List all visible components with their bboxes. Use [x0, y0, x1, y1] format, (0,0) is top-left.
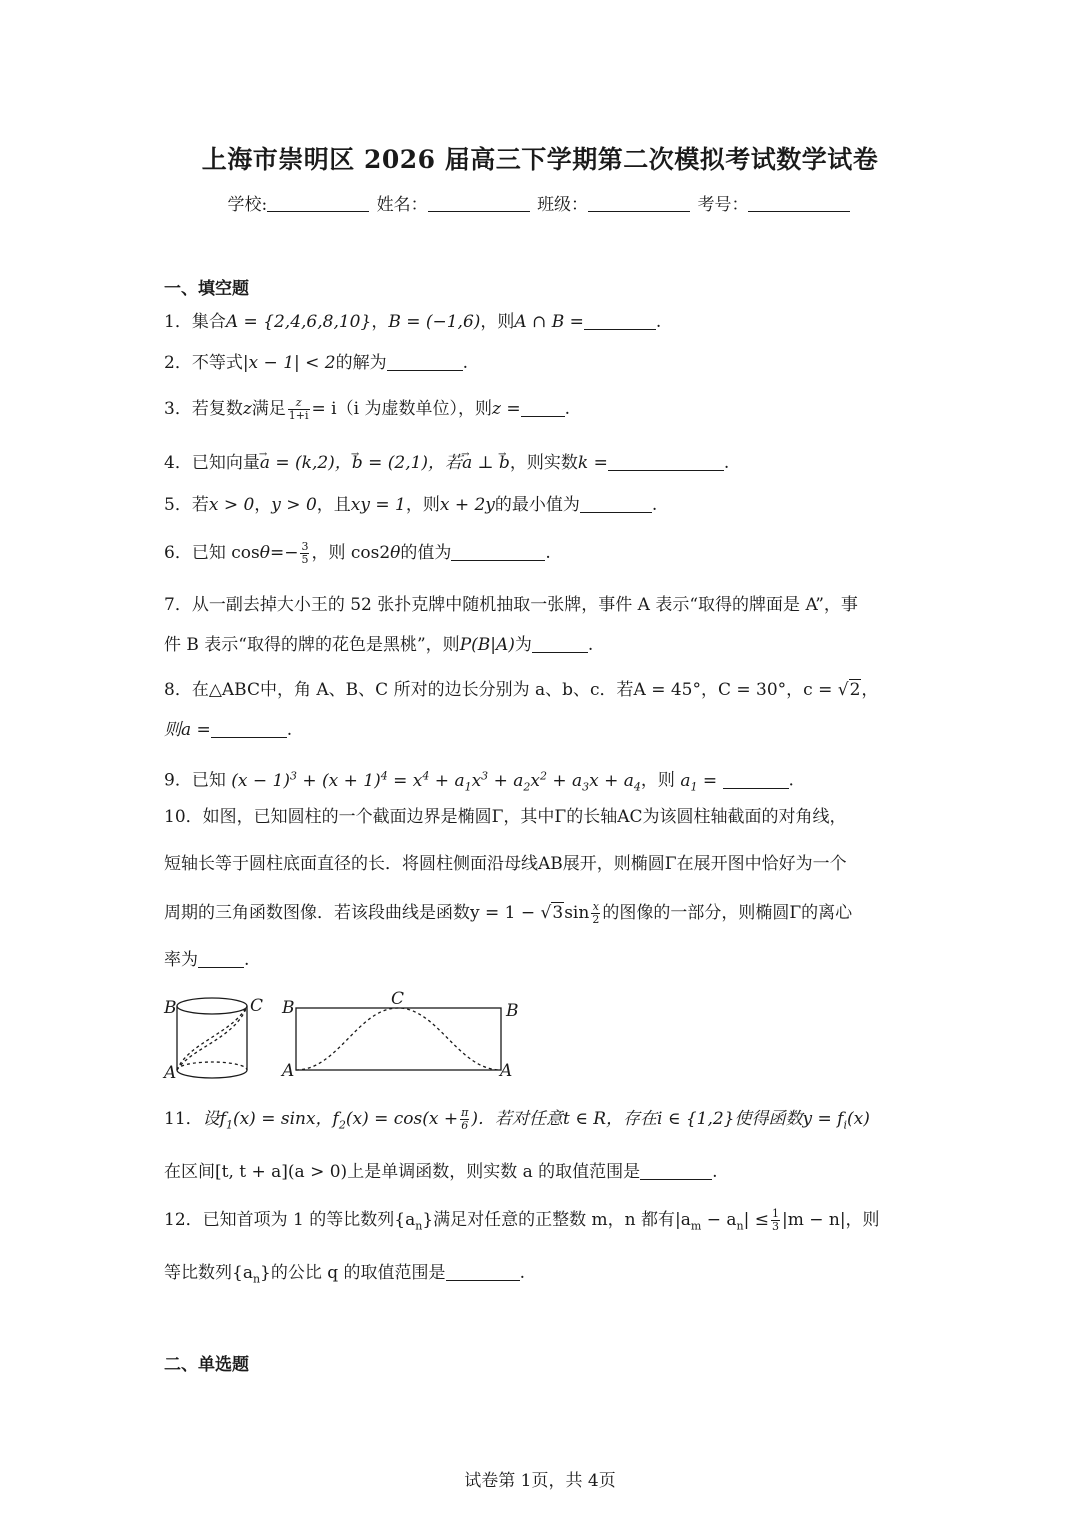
- question-2: [164, 350, 924, 377]
- answer-blank: [532, 636, 588, 653]
- fraction: $\frac{3}{5}$: [301, 540, 309, 566]
- question-text: 的值为: [400, 543, 452, 563]
- question-text: 的图像的一部分，则椭圆Γ的离心: [602, 903, 853, 923]
- question-text: 周期的三角函数图像．若该段曲线是函数y = 1 −: [164, 903, 536, 923]
- question-text: .: [545, 543, 551, 563]
- question-number: 11．: [164, 1109, 203, 1129]
- question-12: [164, 1207, 924, 1293]
- question-number: 2．: [164, 353, 192, 373]
- question-text: .: [462, 353, 469, 373]
- question-9: [164, 762, 924, 800]
- math-expression: k =: [577, 453, 608, 473]
- unfold-label-b-left: B: [282, 998, 295, 1018]
- answer-blank: [521, 400, 565, 417]
- question-10: 10．如图，已知圆柱的一个截面边界是椭圆Γ，其中Γ的长轴AC为该圆柱轴截面的对角线， 短轴长等于圆柱底面直径的长．将圆柱侧面沿母线AB展开，则椭圆Γ在展开图中恰好为一个 周期的三角函数图像．若该段曲线是函数y = 1 − √3sin $\frac{x}{2}$ 的图像的一部分，则椭圆Γ的离心 率为 .: [164, 807, 853, 970]
- question-text: .: [723, 453, 730, 473]
- question-text: 不等式: [191, 353, 243, 373]
- question-text: .: [519, 1263, 525, 1284]
- math-expression: A ∩ B =: [514, 312, 584, 332]
- perp-symbol: ⊥: [477, 453, 494, 473]
- math-expression: B = (−1,6): [388, 312, 481, 332]
- math-expression: $a_1$ =: [680, 770, 718, 794]
- unfold-label-b-right: B: [506, 1001, 519, 1021]
- question-text: ，: [254, 495, 272, 515]
- question-number: 1．: [164, 312, 192, 332]
- question-text: 率为: [164, 950, 198, 970]
- question-text: 从一副去掉大小王的 52 张扑克牌中随机抽取一张牌，事件 A 表示“取得的牌面是 A”，事: [191, 595, 858, 615]
- question-text: 在△ABC中，角 A、B、C 所对的边长分别为 a、b、c．若A = 45°，C = 30°，c =: [191, 680, 833, 700]
- unfolded-diagram: [296, 1008, 501, 1070]
- question-text: ，则 cos2: [311, 543, 391, 563]
- fraction: $\frac{x}{2}$: [592, 900, 600, 926]
- question-text: ，则: [480, 312, 515, 332]
- math-expression: xy = 1: [350, 495, 406, 515]
- question-text: 件 B 表示“取得的牌的花色是黑桃”，则: [164, 635, 460, 655]
- info-label-name: 姓名：: [376, 195, 428, 215]
- math-expression: A = {2,4,6,8,10}: [225, 312, 372, 332]
- vector-symbol: → a: [462, 453, 472, 473]
- question-text: .: [564, 399, 570, 419]
- sqrt-expression: 3: [552, 903, 564, 923]
- unfolded-rectangle: [296, 1008, 501, 1070]
- fraction: $\frac{\pi}{6}$: [461, 1106, 469, 1132]
- section-heading-fill-blank: 一、填空题: [164, 279, 249, 299]
- cylinder-bottom-back: [177, 1062, 247, 1070]
- figure-cylinder-and-unfolding: [158, 988, 528, 1083]
- question-4: [164, 450, 924, 477]
- math-expression: = (k,2)，: [275, 453, 352, 473]
- question-text: ，: [861, 680, 879, 700]
- sqrt-expression: 2: [849, 680, 861, 700]
- question-text: sin: [564, 903, 590, 923]
- question-text: .: [712, 1162, 718, 1183]
- question-text: ，: [371, 312, 389, 332]
- answer-blank: [608, 454, 724, 471]
- question-text: ，且: [316, 495, 351, 515]
- question-text: （i 为虚数单位），则: [336, 399, 492, 419]
- section-heading-single-choice: 二、单选题: [164, 1355, 249, 1375]
- blank-class: [588, 193, 690, 212]
- math-expression: θ: [259, 543, 270, 563]
- cylinder-diagram: [177, 998, 247, 1078]
- question-number: 10．: [164, 807, 203, 827]
- vector-symbol: → b: [499, 453, 510, 473]
- answer-blank: [387, 354, 463, 371]
- question-3: [164, 396, 924, 423]
- question-number: 4．: [164, 453, 192, 473]
- question-text: ，则: [640, 770, 675, 791]
- question-number: 9．: [164, 770, 192, 791]
- math-expression: 则a =: [164, 720, 211, 740]
- fraction: $\frac{z}{1+i}$: [288, 396, 309, 422]
- math-expression: x > 0: [208, 495, 255, 515]
- math-expression: 设$f_1(x) = \sin x$，$f_2(x) = \cos(x$ + $\frac{\pi}{6}$ )．若对任意t ∈ R，存在i ∈ {1,2}使得函数$y = f_i(x)$: [202, 1106, 870, 1132]
- cylinder-bottom-front: [177, 1070, 247, 1078]
- answer-blank: [723, 772, 789, 789]
- math-expression: θ: [390, 543, 401, 563]
- math-expression: |x − 1| < 2: [242, 353, 336, 373]
- cylinder-top-ellipse: [177, 998, 247, 1014]
- cyl-label-c: C: [250, 996, 264, 1016]
- question-text: ，则实数: [509, 453, 578, 473]
- answer-blank: [451, 544, 545, 561]
- answer-blank: [198, 951, 244, 968]
- student-info-row: [0, 190, 1080, 215]
- question-text: =−: [269, 543, 299, 563]
- question-text: 满足: [251, 399, 286, 419]
- question-text: ，则: [405, 495, 440, 515]
- cyl-label-a: A: [164, 1063, 177, 1083]
- unfolded-sine-curve: [296, 1008, 501, 1070]
- math-expression: = i: [311, 399, 337, 419]
- blank-id: [748, 193, 850, 212]
- question-11: [164, 1106, 924, 1186]
- question-6: [164, 540, 924, 567]
- math-expression: y > 0: [271, 495, 317, 515]
- math-expression: P(B|A): [459, 635, 515, 655]
- question-text: .: [651, 495, 658, 515]
- answer-blank: [584, 313, 656, 330]
- question-text: .: [587, 635, 594, 655]
- unfold-label-c: C: [391, 989, 405, 1009]
- blank-school: [267, 193, 369, 212]
- question-text: 的最小值为: [494, 495, 580, 515]
- question-number: 7．: [164, 595, 192, 615]
- question-text: 在区间[t, t + a](a > 0)上是单调函数，则实数 a 的取值范围是: [164, 1162, 641, 1183]
- question-number: 3．: [164, 399, 192, 419]
- exam-title: 上海市崇明区 2026 届高三下学期第二次模拟考试数学试卷: [201, 145, 879, 174]
- question-text: 短轴长等于圆柱底面直径的长．将圆柱侧面沿母线AB展开，则椭圆Γ在展开图中恰好为一个: [164, 854, 847, 874]
- answer-blank: [211, 721, 287, 738]
- question-text: 若: [191, 495, 209, 515]
- math-expression: z: [242, 399, 252, 419]
- question-text: .: [788, 770, 794, 791]
- answer-blank: [580, 496, 652, 513]
- question-text: .: [655, 312, 662, 332]
- question-number: 8．: [164, 680, 192, 700]
- question-number: 12．: [164, 1210, 203, 1230]
- expansion-formula: $(x - 1)^3 + (x + 1)^4 = x^4 + a_1x^3 + a_2x^2 + a_3x + a_4$: [231, 769, 641, 794]
- question-1: [164, 309, 924, 336]
- info-label-class: 班级：: [537, 195, 589, 215]
- vector-symbol: → b: [352, 453, 363, 473]
- question-text: 等比数列$\{a_n\}$的公比 q 的取值范围是: [164, 1263, 446, 1286]
- info-label-id: 考号：: [697, 195, 749, 215]
- question-text: 已知 cos: [191, 543, 260, 563]
- math-expression: x + 2y: [439, 495, 495, 515]
- question-text: .: [244, 950, 250, 970]
- answer-blank: [446, 1264, 520, 1281]
- question-text: 为: [514, 635, 532, 655]
- vector-symbol: → a: [260, 453, 270, 473]
- unfold-label-a-left: A: [282, 1061, 295, 1081]
- question-text: 已知向量: [191, 453, 260, 473]
- question-text: .: [286, 720, 293, 740]
- question-8: 8．在△ABC中，角 A、B、C 所对的边长分别为 a、b、c．若A = 45°，C = 30°，c = √2， 则a = .: [164, 680, 879, 740]
- question-5: [164, 492, 924, 519]
- question-text: 集合: [191, 312, 226, 332]
- ellipse-section-front: [177, 1006, 247, 1070]
- question-number: 5．: [164, 495, 192, 515]
- math-expression: z =: [491, 399, 521, 419]
- question-text: 如图，已知圆柱的一个截面边界是椭圆Γ，其中Γ的长轴AC为该圆柱轴截面的对角线，: [202, 807, 847, 827]
- question-text: 已知: [191, 770, 226, 791]
- cyl-label-b: B: [164, 998, 177, 1018]
- question-text: 若复数: [191, 399, 243, 419]
- question-text: 已知首项为 1 的等比数列$\{a_n\}$满足对任意的正整数 m，n 都有$|a_m - a_n|$ ≤ $\frac{1}{3}$ |m − n|，则: [202, 1207, 880, 1233]
- question-7: [164, 592, 924, 659]
- info-label-school: 学校:: [227, 195, 268, 215]
- answer-blank: [640, 1163, 712, 1180]
- question-text: 的解为: [335, 353, 387, 373]
- fraction: $\frac{1}{3}$: [771, 1207, 779, 1233]
- unfold-label-a-right: A: [500, 1061, 513, 1081]
- blank-name: [428, 193, 530, 212]
- page-footer: 试卷第 1页，共 4页: [464, 1471, 616, 1491]
- question-number: 6．: [164, 543, 192, 563]
- math-expression: = (2,1)，若: [368, 453, 463, 473]
